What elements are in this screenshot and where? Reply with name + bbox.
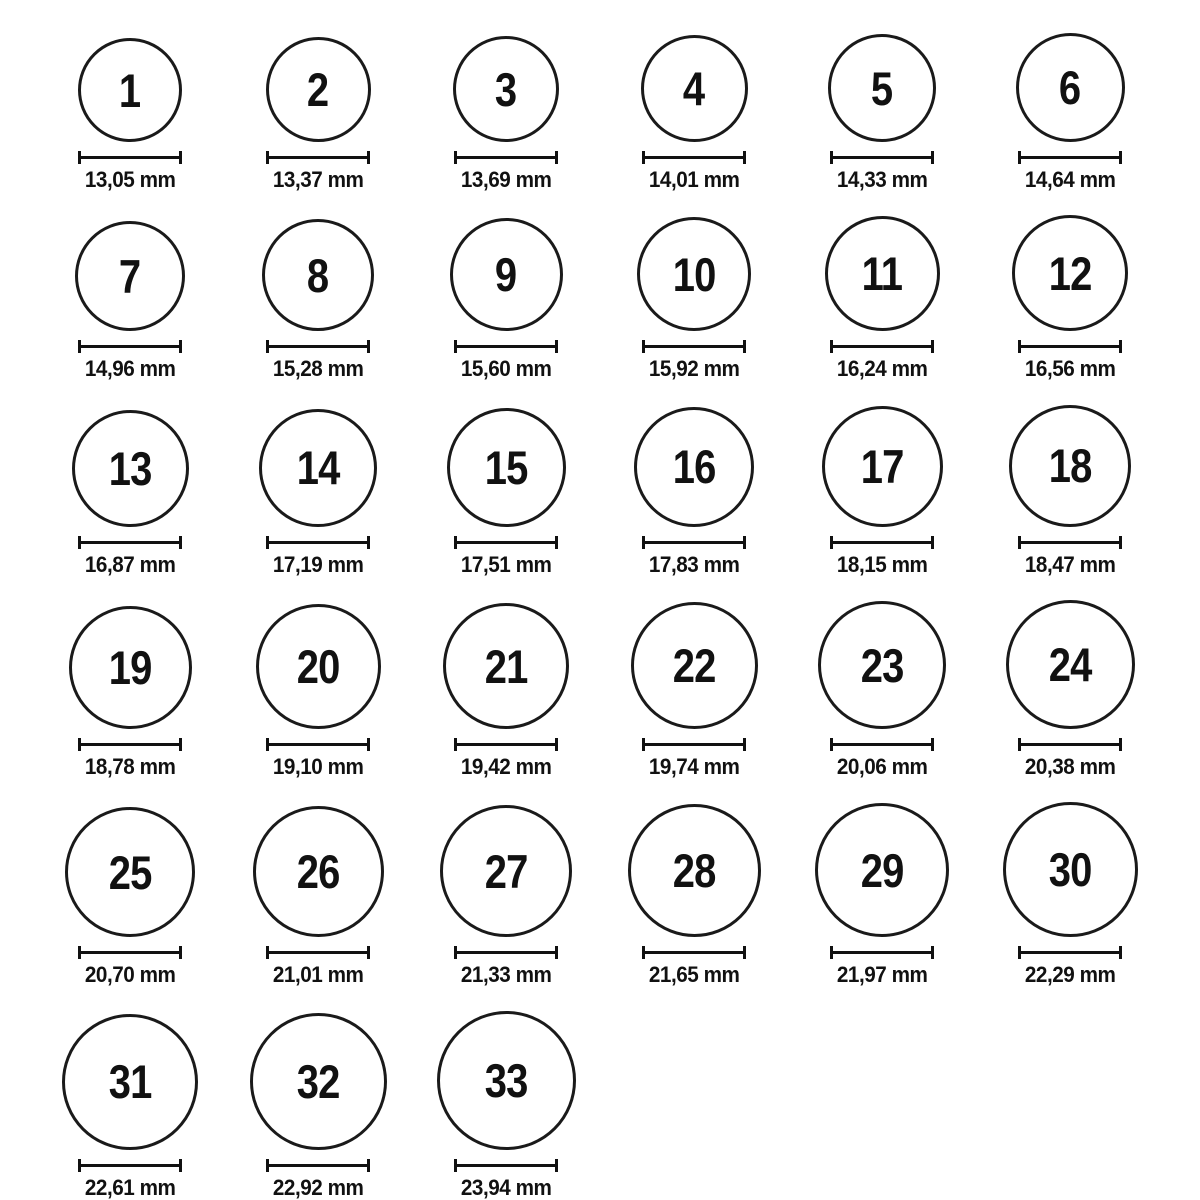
ring-size-number: 8	[307, 248, 329, 302]
diameter-measure-line	[830, 340, 934, 353]
diameter-label: 19,42 mm	[460, 754, 552, 780]
diameter-measure-line	[454, 946, 558, 959]
ring-size-number: 22	[672, 639, 716, 693]
ring-size-number: 26	[296, 845, 340, 899]
diameter-label: 15,60 mm	[460, 356, 552, 382]
ring-size-number: 4	[683, 62, 705, 116]
ring-circle	[62, 1014, 198, 1150]
ring-size-number: 9	[495, 248, 517, 302]
ring-circle	[72, 410, 189, 527]
diameter-label: 21,01 mm	[272, 962, 364, 988]
ring-size-item	[600, 602, 788, 779]
ring-circle	[256, 604, 381, 729]
ring-circle	[250, 1013, 387, 1150]
ring-circle	[69, 606, 192, 729]
ring-size-item	[600, 804, 788, 987]
ring-size-item	[600, 407, 788, 577]
diameter-measure-line	[1018, 738, 1122, 751]
ring-circle	[628, 804, 761, 937]
ring-size-number: 11	[861, 247, 903, 301]
ring-size-item	[412, 1011, 600, 1200]
ring-circle	[641, 35, 748, 142]
diameter-measure-line	[1018, 340, 1122, 353]
ring-size-item	[36, 1014, 224, 1200]
diameter-label: 22,92 mm	[272, 1174, 364, 1200]
ring-circle	[631, 602, 758, 729]
ring-size-item	[412, 805, 600, 987]
diameter-measure-line	[1018, 946, 1122, 959]
diameter-measure-line	[454, 1159, 558, 1172]
diameter-label: 18,78 mm	[84, 754, 176, 780]
diameter-label: 16,56 mm	[1024, 356, 1116, 382]
diameter-label: 13,69 mm	[460, 167, 552, 193]
diameter-measure-line	[78, 536, 182, 549]
ring-size-item	[976, 405, 1164, 577]
diameter-measure-line	[830, 738, 934, 751]
ring-size-number: 3	[495, 62, 517, 116]
ring-size-number: 27	[484, 844, 528, 898]
diameter-label: 20,06 mm	[836, 754, 928, 780]
ring-size-item	[788, 803, 976, 987]
diameter-label: 13,37 mm	[272, 167, 364, 193]
diameter-label: 23,94 mm	[460, 1174, 552, 1200]
ring-size-number: 17	[860, 439, 904, 493]
ring-circle	[253, 806, 384, 937]
diameter-measure-line	[642, 536, 746, 549]
ring-size-item	[600, 217, 788, 381]
ring-size-number: 19	[108, 641, 152, 695]
diameter-measure-line	[642, 946, 746, 959]
ring-size-item	[976, 215, 1164, 381]
ring-size-number: 18	[1048, 439, 1092, 493]
diameter-measure-line	[78, 340, 182, 353]
ring-size-number: 10	[672, 247, 716, 301]
diameter-label: 21,33 mm	[460, 962, 552, 988]
diameter-label: 15,28 mm	[272, 356, 364, 382]
diameter-label: 14,01 mm	[648, 167, 740, 193]
ring-size-number: 30	[1048, 843, 1092, 897]
ring-size-number: 20	[296, 640, 340, 694]
ring-circle	[440, 805, 572, 937]
diameter-measure-line	[830, 946, 934, 959]
diameter-measure-line	[266, 1159, 370, 1172]
ring-size-item	[788, 406, 976, 577]
ring-size-item	[224, 219, 412, 381]
ring-size-item	[224, 1013, 412, 1200]
ring-circle	[443, 603, 569, 729]
diameter-measure-line	[78, 738, 182, 751]
diameter-label: 14,96 mm	[84, 356, 176, 382]
ring-size-number: 1	[119, 63, 141, 117]
diameter-label: 19,74 mm	[648, 754, 740, 780]
ring-size-number: 6	[1059, 61, 1081, 115]
ring-circle	[815, 803, 949, 937]
diameter-measure-line	[642, 340, 746, 353]
ring-circle	[1006, 600, 1135, 729]
ring-size-item	[412, 408, 600, 577]
diameter-label: 17,51 mm	[460, 551, 552, 577]
ring-size-number: 2	[307, 63, 329, 117]
diameter-measure-line	[642, 738, 746, 751]
ring-circle	[266, 37, 371, 142]
ring-size-number: 24	[1048, 638, 1092, 692]
ring-size-number: 33	[484, 1053, 528, 1107]
diameter-label: 15,92 mm	[648, 356, 740, 382]
ring-circle	[1016, 33, 1125, 142]
ring-circle	[1009, 405, 1131, 527]
ring-size-item	[36, 221, 224, 381]
ring-size-item	[600, 35, 788, 192]
diameter-measure-line	[78, 946, 182, 959]
ring-size-item	[224, 806, 412, 987]
diameter-label: 21,97 mm	[836, 962, 928, 988]
diameter-measure-line	[454, 738, 558, 751]
ring-circle	[259, 409, 377, 527]
diameter-measure-line	[78, 151, 182, 164]
ring-size-item	[976, 802, 1164, 987]
ring-size-item	[976, 33, 1164, 192]
diameter-label: 13,05 mm	[84, 167, 176, 193]
ring-circle	[437, 1011, 576, 1150]
ring-circle	[828, 34, 936, 142]
diameter-label: 18,47 mm	[1024, 551, 1116, 577]
ring-size-item	[412, 36, 600, 192]
diameter-measure-line	[454, 536, 558, 549]
ring-size-item	[788, 601, 976, 779]
ring-circle	[262, 219, 374, 331]
ring-size-number: 31	[108, 1055, 152, 1109]
ring-size-number: 23	[860, 638, 904, 692]
ring-circle	[825, 216, 940, 331]
ring-circle	[1012, 215, 1128, 331]
diameter-measure-line	[1018, 151, 1122, 164]
diameter-measure-line	[642, 151, 746, 164]
ring-circle	[1003, 802, 1138, 937]
diameter-measure-line	[266, 536, 370, 549]
ring-circle	[65, 807, 195, 937]
ring-size-number: 5	[871, 61, 893, 115]
diameter-label: 17,83 mm	[648, 551, 740, 577]
ring-circle	[637, 217, 751, 331]
ring-size-number: 28	[672, 844, 716, 898]
diameter-measure-line	[830, 536, 934, 549]
ring-circle	[450, 218, 563, 331]
ring-circle	[78, 38, 182, 142]
ring-size-item	[224, 37, 412, 192]
diameter-label: 20,70 mm	[84, 962, 176, 988]
ring-size-number: 16	[672, 440, 716, 494]
diameter-measure-line	[454, 151, 558, 164]
ring-size-item	[224, 604, 412, 779]
ring-size-item	[412, 218, 600, 381]
ring-size-number: 7	[119, 249, 141, 303]
diameter-measure-line	[78, 1159, 182, 1172]
ring-size-number: 32	[296, 1054, 340, 1108]
diameter-label: 20,38 mm	[1024, 754, 1116, 780]
ring-size-item	[412, 603, 600, 779]
diameter-measure-line	[1018, 536, 1122, 549]
diameter-measure-line	[266, 151, 370, 164]
diameter-label: 14,33 mm	[836, 167, 928, 193]
ring-size-item	[36, 606, 224, 779]
diameter-label: 17,19 mm	[272, 551, 364, 577]
ring-circle	[453, 36, 559, 142]
ring-size-item	[788, 216, 976, 381]
diameter-label: 22,61 mm	[84, 1174, 176, 1200]
diameter-label: 21,65 mm	[648, 962, 740, 988]
ring-circle	[822, 406, 943, 527]
ring-size-number: 21	[484, 639, 528, 693]
ring-circle	[75, 221, 185, 331]
ring-size-item	[788, 34, 976, 192]
diameter-measure-line	[266, 340, 370, 353]
diameter-label: 16,24 mm	[836, 356, 928, 382]
ring-size-number: 12	[1048, 246, 1092, 300]
diameter-measure-line	[454, 340, 558, 353]
diameter-label: 18,15 mm	[836, 551, 928, 577]
ring-size-number: 15	[484, 440, 528, 494]
diameter-label: 22,29 mm	[1024, 962, 1116, 988]
ring-size-item	[36, 38, 224, 192]
ring-size-item	[36, 410, 224, 577]
diameter-label: 14,64 mm	[1024, 167, 1116, 193]
ring-circle	[447, 408, 566, 527]
ring-circle	[634, 407, 754, 527]
ring-circle	[818, 601, 946, 729]
diameter-label: 19,10 mm	[272, 754, 364, 780]
ring-size-number: 13	[108, 441, 152, 495]
diameter-measure-line	[830, 151, 934, 164]
diameter-measure-line	[266, 738, 370, 751]
diameter-label: 16,87 mm	[84, 551, 176, 577]
ring-size-item	[976, 600, 1164, 779]
ring-size-number: 25	[108, 845, 152, 899]
ring-size-item	[36, 807, 224, 987]
diameter-measure-line	[266, 946, 370, 959]
ring-size-item	[224, 409, 412, 577]
ring-size-number: 29	[860, 843, 904, 897]
ring-size-number: 14	[296, 441, 340, 495]
